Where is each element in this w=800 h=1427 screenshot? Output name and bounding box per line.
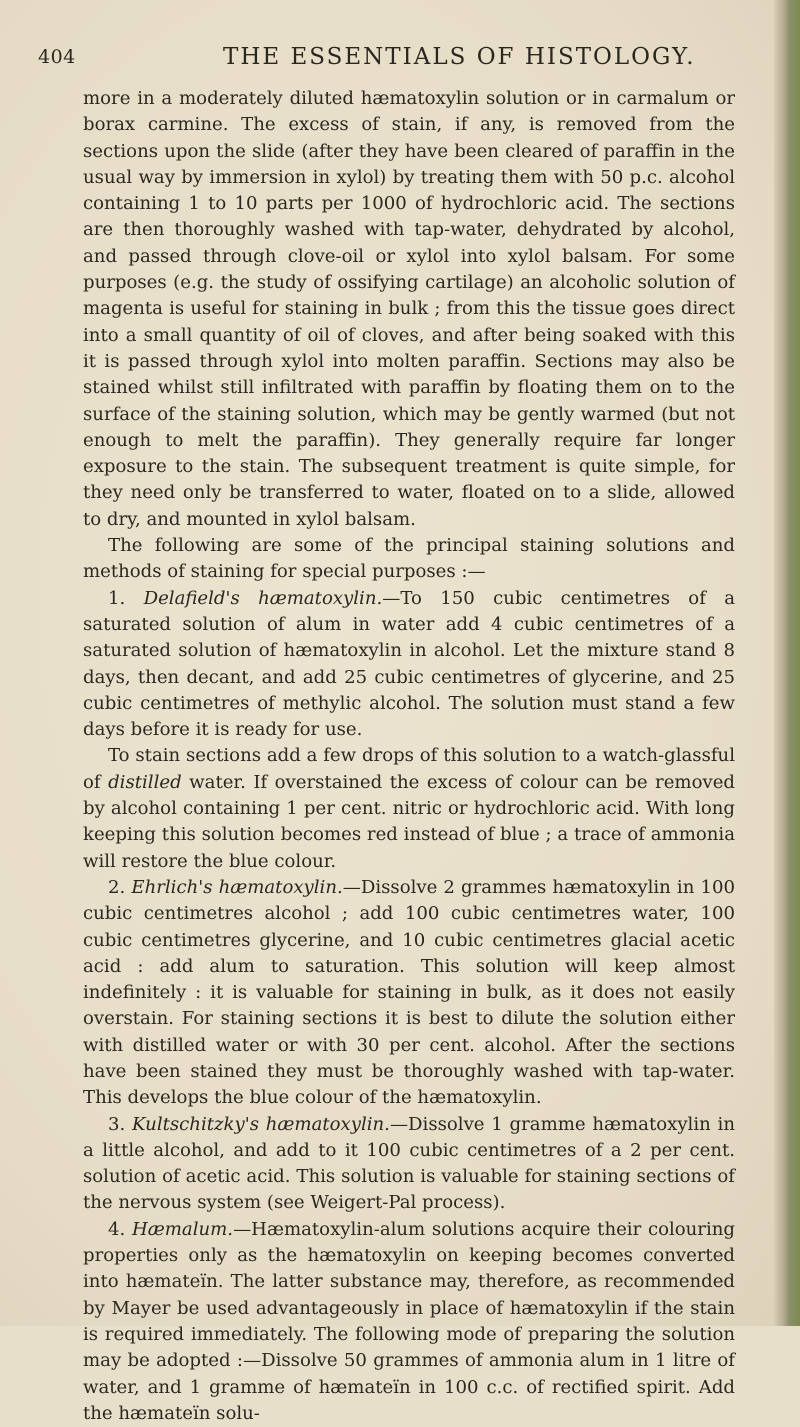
body-text (83, 86, 735, 1427)
page-header (38, 46, 738, 76)
method-description: Dissolve 2 grammes hæmatoxylin in 100 cubic centimetres alcohol ; add 100 cubic centimetres water, 100 cubic centimetres glycerine, and 10 cubic centimetres glacial acetic acid : add alum to saturation. This solution will keep almost indefinitely : it is valuable for staining in bulk, as it does not easily overstain. For staining sections it is best to dilute the solution either with distilled water or with 30 per cent. alcohol. After the sections have been stained they must be thoroughly washed with tap-water. This develops the blue colour of the hæmatoxylin. (83, 876, 735, 1109)
method-dash: — (389, 1113, 409, 1135)
page-number: 404 (38, 46, 76, 68)
method-kultschitzky (83, 1112, 735, 1217)
paragraph-stain-sections (83, 743, 735, 874)
page-edge-shadow (774, 0, 800, 1326)
method-haemalum (83, 1217, 735, 1427)
method-dash: — (233, 1218, 252, 1240)
method-number: 3. (108, 1113, 126, 1135)
method-delafield (83, 586, 735, 744)
emphasis-distilled: distilled (108, 771, 182, 793)
method-number: 1. (108, 587, 126, 609)
method-ehrlich (83, 875, 735, 1112)
method-title: Hæmalum. (131, 1218, 234, 1240)
method-number: 2. (108, 876, 126, 898)
method-number: 4. (108, 1218, 126, 1240)
method-dash: — (382, 587, 401, 609)
paragraph-intro-text: more in a moderately diluted hæmatoxylin solution or in carmalum or borax carmine. The excess of stain, if any, is removed from the sections upon the slide (after they have been cleared of paraffin in the usual way by immersion in xylol) by treating them with 50 p.c. alcohol containing 1 to 10 parts per 1000 of hydrochloric acid. The sections are then thoroughly washed with tap-water, dehydrated by alcohol, and passed through clove-oil or xylol into xylol balsam. For some purposes (e.g. the study of ossifying cartilage) an alcoholic solution of magenta is useful for staining in bulk ; from this the tissue goes direct into a small quantity of oil of cloves, and after being soaked with this it is passed through xylol into molten paraffin. Sections may also be stained whilst still infiltrated with paraffin by floating them on to the surface of the staining solution, which may be gently warmed (but not enough to melt the paraffin). They generally require far longer exposure to the stain. The subsequent treatment is quite simple, for they need only be transferred to water, floated on to a slide, allowed to dry, and mounted in xylol balsam. (83, 88, 735, 530)
method-dash: — (342, 876, 361, 898)
method-description: Hæmatoxylin-alum solutions acquire their colouring properties only as the hæmatoxylin on keeping becomes converted into hæmateïn. The latter substance may, therefore, as recommended by Mayer be used advantageously in place of hæmatoxylin if the stain is required immediately. The following mode of preparing the solution may be adopted :—Dissolve 50 grammes of ammonia alum in 1 litre of water, and 1 gramme of hæmateïn in 100 c.c. of rectified spirit. Add the hæmateïn solu- (83, 1218, 735, 1424)
method-title: Ehrlich's hæmatoxylin. (131, 876, 343, 898)
method-description: To 150 cubic centimetres of a saturated solution of alum in water add 4 cubic centimetres of a saturated solution of hæmatoxylin in alcohol. Let the mixture stand 8 days, then decant, and add 25 cubic centimetres of glycerine, and 25 cubic centimetres of methylic alcohol. The solution must stand a few days before it is ready for use. (83, 587, 735, 741)
method-title: Kultschitzky's hæmatoxylin. (132, 1113, 390, 1135)
paragraph-text-continued: water. If overstained the excess of colour can be removed by alcohol containing 1 per cent. nitric or hydrochloric acid. With long keeping this solution becomes red instead of blue ; a trace of ammonia will restore the blue colour. (83, 771, 735, 872)
paragraph-intro (83, 86, 735, 533)
method-description: Dissolve 1 gramme hæmatoxylin in a little alcohol, and add to it 100 cubic centimetres of a 2 per cent. solution of acetic acid. This solution is valuable for staining sections of the nervous system (see Weigert-Pal process). (83, 1113, 735, 1214)
paragraph-text: To stain sections add a few drops of this solution to a watch-glassful of (83, 745, 735, 793)
paragraph-methods-intro-text: The following are some of the principal staining solutions and methods of staining for special purposes :— (83, 535, 735, 583)
paragraph-methods-intro (83, 533, 735, 586)
method-title: Delafield's hæmatoxylin. (143, 587, 383, 609)
running-title: THE ESSENTIALS OF HISTOLOGY. (223, 44, 696, 70)
